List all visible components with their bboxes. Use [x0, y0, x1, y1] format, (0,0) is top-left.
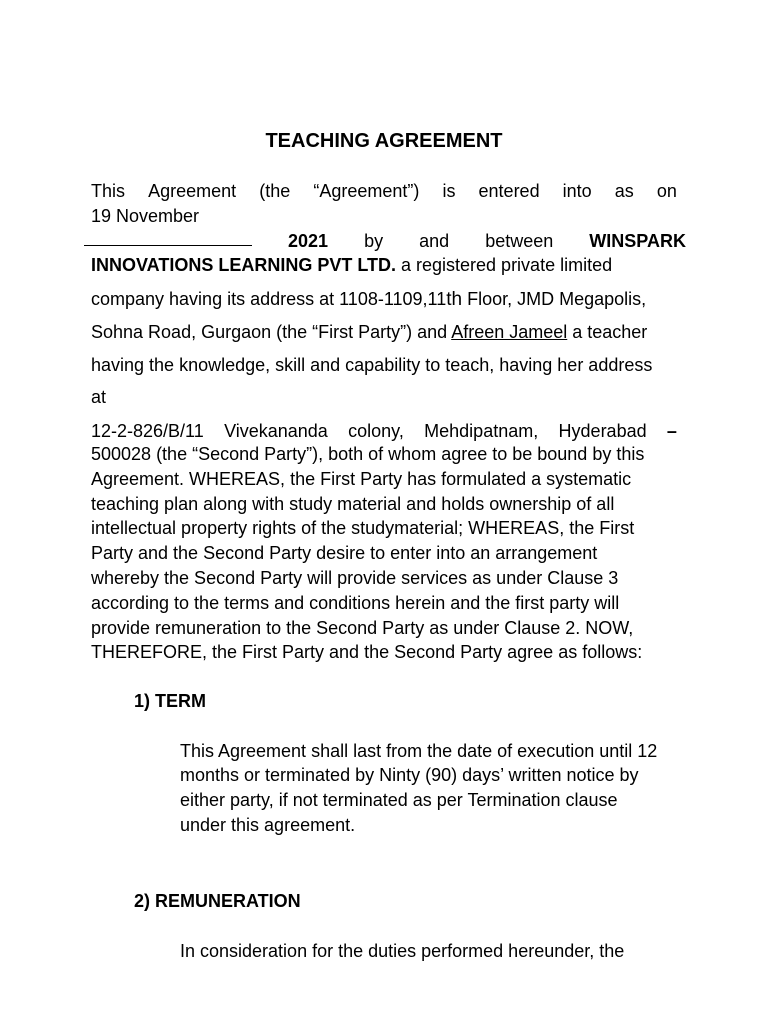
- word: Hyderabad: [558, 421, 647, 441]
- word: –: [666, 421, 677, 441]
- word: (the: [259, 181, 291, 201]
- paragraph-line: whereby the Second Party will provide services as under Clause 3: [91, 568, 619, 588]
- word: Vivekananda: [224, 421, 328, 441]
- signature-blank-line: [84, 245, 252, 246]
- intro-text: Sohna Road, Gurgaon (the “First Party”) and: [91, 322, 452, 342]
- word: Agreement: [148, 181, 237, 201]
- word: Mehdipatnam,: [424, 421, 539, 441]
- intro-text: a teacher: [567, 322, 648, 342]
- intro-text: company having its address at 1108-1109,11: [91, 289, 447, 309]
- intro-line-4: [91, 254, 612, 276]
- document-title: TEACHING AGREEMENT: [265, 130, 503, 152]
- teacher-name: Afreen Jameel: [451, 322, 568, 342]
- company-name: INNOVATIONS LEARNING PVT LTD.: [91, 255, 396, 275]
- term-line: This Agreement shall last from the date of execution until 12: [180, 741, 658, 761]
- word: “Agreement”): [313, 181, 420, 201]
- paragraph-line: THEREFORE, the First Party and the Second Party agree as follows:: [91, 642, 643, 662]
- intro-line-6: [91, 321, 647, 343]
- word: between: [485, 231, 554, 251]
- intro-line-2: 19 November: [91, 206, 200, 226]
- paragraph-line: intellectual property rights of the studymaterial; WHEREAS, the First: [91, 518, 635, 538]
- intro-line-9: [91, 420, 677, 442]
- company-name-part: WINSPARK: [589, 231, 686, 251]
- word: and: [419, 231, 450, 251]
- section-heading-term: 1) TERM: [134, 691, 206, 711]
- intro-text: th: [446, 289, 463, 310]
- year: 2021: [288, 231, 329, 251]
- intro-text: Floor, JMD Megapolis,: [462, 289, 647, 309]
- paragraph-line: Agreement. WHEREAS, the First Party has formulated a systematic: [91, 469, 632, 489]
- word: is: [442, 181, 456, 201]
- paragraph-line: according to the terms and conditions herein and the first party will: [91, 593, 620, 613]
- word: on: [656, 181, 677, 201]
- section-heading-remuneration: 2) REMUNERATION: [134, 891, 301, 911]
- intro-line-5: [91, 288, 646, 311]
- word: colony,: [348, 421, 404, 441]
- word: entered: [478, 181, 540, 201]
- intro-line-1: [91, 180, 677, 202]
- word: This: [91, 181, 126, 201]
- intro-line-8: at: [91, 387, 107, 407]
- paragraph-line: provide remuneration to the Second Party as under Clause 2. NOW,: [91, 618, 634, 638]
- word: as: [614, 181, 634, 201]
- paragraph-line: Party and the Second Party desire to enter into an arrangement: [91, 543, 598, 563]
- word: by: [364, 231, 384, 251]
- word: 12-2-826/B/11: [91, 421, 204, 441]
- intro-text: a registered private limited: [396, 255, 613, 275]
- intro-line-10: 500028 (the “Second Party”), both of whom agree to be bound by this: [91, 444, 645, 464]
- word: into: [562, 181, 592, 201]
- remuneration-line: In consideration for the duties performed hereunder, the: [180, 941, 625, 961]
- term-line: months or terminated by Ninty (90) days’ written notice by: [180, 765, 639, 785]
- paragraph-line: teaching plan along with study material and holds ownership of all: [91, 494, 615, 514]
- intro-line-7: having the knowledge, skill and capability to teach, having her address: [91, 355, 653, 375]
- intro-line-3: [288, 230, 686, 252]
- term-line: either party, if not terminated as per Termination clause: [180, 790, 618, 810]
- term-line: under this agreement.: [180, 815, 356, 835]
